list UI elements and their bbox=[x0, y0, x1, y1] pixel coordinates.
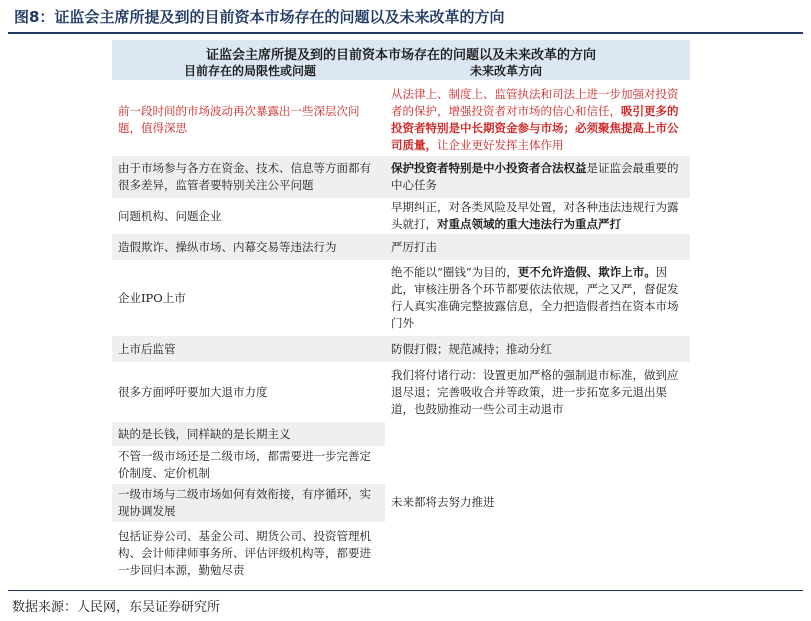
table-header bbox=[112, 40, 690, 80]
table-row-6-problem: 上市后监管 bbox=[112, 336, 385, 362]
table-row-5-reform: 绝不能以“圈钱”为目的，更不允许造假、欺诈上市。因此，审核注册各个环节都要依法依规，严之又严，督促发行人真实准确完整披露信息，全力把造假者挡在资本市场门外 bbox=[391, 265, 679, 330]
source-note: 数据来源：人民网，东吴证券研究所 bbox=[12, 599, 221, 615]
table-row-10-problem: 一级市场与二级市场如何有效衔接，有序循环，实现协调发展 bbox=[112, 484, 385, 522]
column-header-problems: 目前存在的局限性或问题 bbox=[184, 64, 317, 78]
table-row-2-problem: 由于市场参与各方在资金、技术、信息等方面都有很多差异，监管者要特别关注公平问题 bbox=[112, 156, 385, 198]
column-header-reform: 未来改革方向 bbox=[470, 64, 543, 78]
table-row-9-problem: 不管一级市场还是二级市场，都需要进一步完善定价制度、定价机制 bbox=[118, 449, 371, 480]
table-row-3-problem: 问题机构、问题企业 bbox=[118, 208, 222, 223]
table-row-11-problem: 包括证券公司、基金公司、期货公司、投资管理机构、会计师律师事务所、评估评级机构等，都要进一步回归本源，勤勉尽责 bbox=[118, 528, 371, 577]
table-row-7-reform: 我们将付诸行动：设置更加严格的强制退市标准，做到应退尽退；完善吸收合并等政策，进一步拓宽多元退出渠道，也鼓励推动一些公司主动退市 bbox=[391, 367, 679, 416]
table-title: 证监会主席所提及到的目前资本市场存在的问题以及未来改革的方向 bbox=[205, 48, 596, 63]
table-row-8-problem: 缺的是长钱，同样缺的是长期主义 bbox=[112, 422, 385, 446]
title-rule bbox=[8, 32, 803, 34]
merged-reform-cell: 未来都将去努力推进 bbox=[391, 494, 495, 509]
figure-title: 图8：证监会主席所提及到的目前资本市场存在的问题以及未来改革的方向 bbox=[14, 8, 505, 26]
table-row-4-reform: 严厉打击 bbox=[385, 234, 690, 260]
table-row-7-problem: 很多方面呼吁要加大退市力度 bbox=[118, 384, 268, 399]
table-row-2-reform: 保护投资者特别是中小投资者合法权益是证监会最重要的中心任务 bbox=[385, 156, 690, 198]
table-row-4-problem: 造假欺诈、操纵市场、内幕交易等违法行为 bbox=[112, 234, 385, 260]
table-row-5-problem: 企业IPO上市 bbox=[118, 290, 186, 305]
bottom-rule bbox=[8, 590, 803, 591]
table-row-3-reform: 早期纠正，对各类风险及早处置，对各种违法违规行为露头就打，对重点领域的重大违法行为重点严打 bbox=[391, 200, 679, 231]
table-row-1-problem: 前一段时间的市场波动再次暴露出一些深层次问题，值得深思 bbox=[118, 104, 360, 135]
table-row-6-reform: 防假打假；规范减持；推动分红 bbox=[385, 336, 690, 362]
table-row-1-reform: 从法律上、制度上、监管执法和司法上进一步加强对投资者的保护，增强投资者对市场的信心和信任，吸引更多的投资者特别是中长期资金参与市场；必须聚焦提高上市公司质量，让企业更好发挥主体作用 bbox=[391, 87, 679, 152]
